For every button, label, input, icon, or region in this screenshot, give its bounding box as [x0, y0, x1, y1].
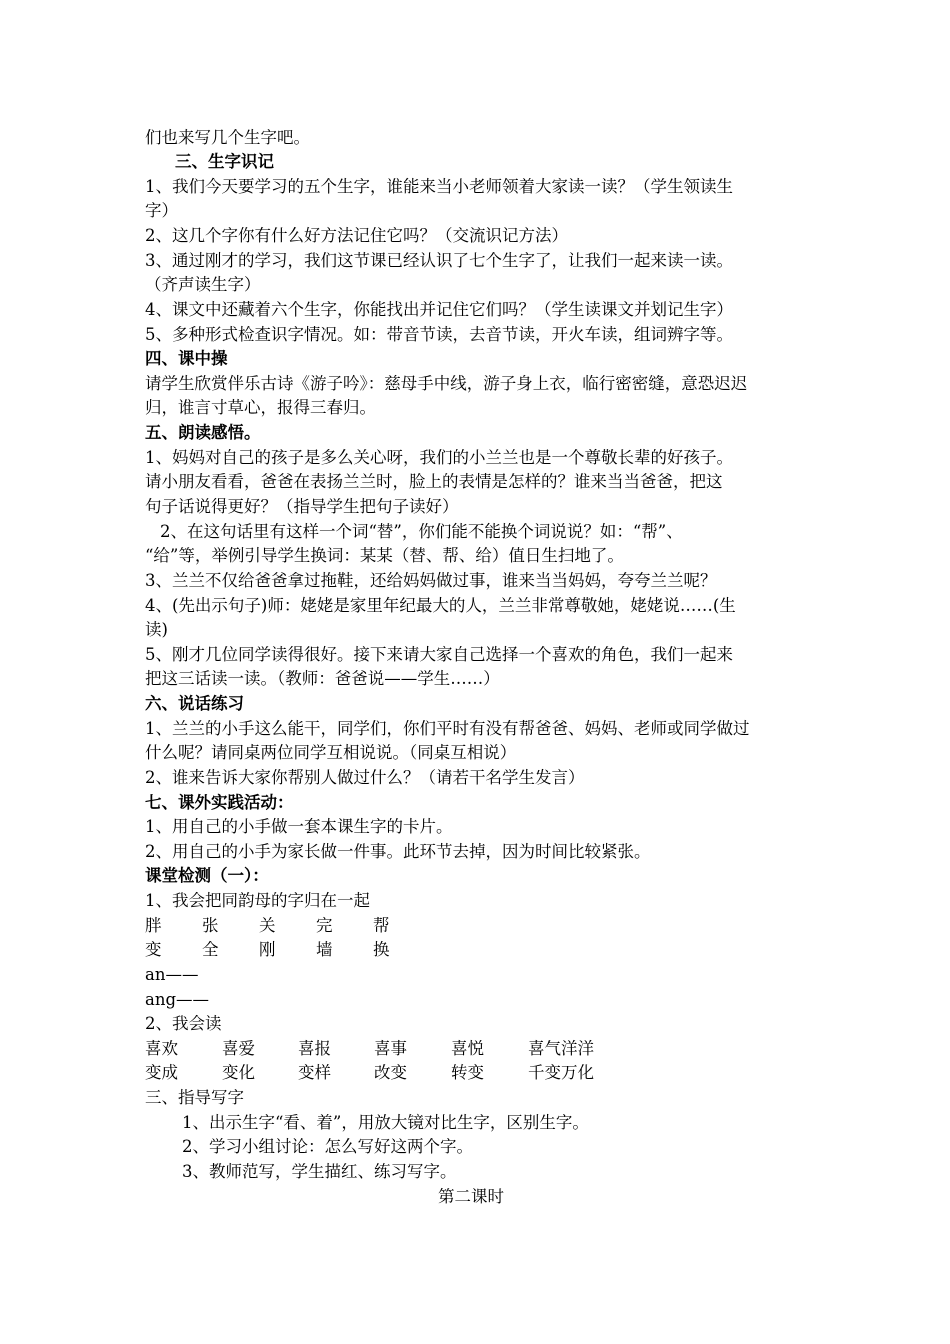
word-cell: 改变 [374, 1063, 407, 1082]
paragraph-line: 2、这几个字你有什么好方法记住它吗？（交流识记方法） [145, 226, 568, 245]
paragraph-line: 4、课文中还藏着六个生字，你能找出并记住它们吗？（学生读课文并划记生字） [145, 300, 733, 319]
word-cell: 喜气洋洋 [528, 1039, 594, 1058]
word-cell: 喜欢 [145, 1039, 178, 1058]
paragraph-line: 3、通过刚才的学习，我们这节课已经认识了七个生字了，让我们一起来读一读。 [145, 251, 733, 270]
paragraph-line: 2、学习小组讨论：怎么写好这两个字。 [182, 1137, 473, 1156]
paragraph-line: 3、教师范写，学生描红、练习写字。 [182, 1162, 457, 1181]
paragraph-line: “给”等，举例引导学生换词：某某（替、帮、给）值日生扫地了。 [145, 546, 624, 565]
paragraph-line: 1、出示生字“看、着”，用放大镜对比生字，区别生字。 [182, 1113, 589, 1132]
word-cell: 喜事 [374, 1039, 407, 1058]
paragraph-line: 1、兰兰的小手这么能干，同学们，你们平时有没有帮爸爸、妈妈、老师或同学做过 [145, 719, 750, 738]
paragraph-line: 归，谁言寸草心，报得三春归。 [145, 398, 376, 417]
paragraph-line: 3、兰兰不仅给爸爸拿过拖鞋，还给妈妈做过事，谁来当当妈妈，夸夸兰兰呢？ [145, 571, 717, 590]
character-cell: 刚 [259, 940, 276, 959]
paragraph-line: 三、指导写字 [145, 1088, 244, 1107]
paragraph-line: 2、用自己的小手为家长做一件事。此环节去掉，因为时间比较紧张。 [145, 842, 651, 861]
section-heading: 课堂检测（一）： [145, 866, 269, 885]
character-cell: 全 [202, 940, 219, 959]
paragraph-line: 请小朋友看看，爸爸在表扬兰兰时，脸上的表情是怎样的？谁来当当爸爸，把这 [145, 472, 723, 491]
character-cell: 张 [202, 916, 219, 935]
paragraph-line: 字） [145, 201, 178, 220]
character-cell: 墙 [316, 940, 333, 959]
paragraph-line: 把这三话读一读。（教师：爸爸说——学生……） [145, 669, 500, 688]
paragraph-line: 4、(先出示句子)师：姥姥是家里年纪最大的人，兰兰非常尊敬她，姥姥说……(生 [145, 596, 736, 615]
word-cell: 转变 [451, 1063, 484, 1082]
word-cell: 喜爱 [222, 1039, 255, 1058]
paragraph-line: 1、我会把同韵母的字归在一起 [145, 891, 370, 910]
paragraph-line: 读) [145, 620, 168, 639]
word-cell: 喜报 [298, 1039, 331, 1058]
word-cell: 变成 [145, 1063, 178, 1082]
paragraph-line: an—— [145, 965, 199, 984]
word-cell: 千变万化 [528, 1063, 594, 1082]
character-cell: 换 [373, 940, 390, 959]
page-footer-title: 第二课时 [438, 1187, 504, 1206]
word-cell: 喜悦 [451, 1039, 484, 1058]
paragraph-line: 1、用自己的小手做一套本课生字的卡片。 [145, 817, 453, 836]
paragraph-line: 请学生欣赏伴乐古诗《游子吟》：慈母手中线，游子身上衣，临行密密缝，意恐迟迟 [145, 374, 748, 393]
section-heading: 六、说话练习 [145, 694, 244, 713]
paragraph-line: 2、在这句话里有这样一个词“替”，你们能不能换个词说说？如：“帮”、 [160, 522, 683, 541]
section-heading: 七、课外实践活动： [145, 793, 294, 812]
paragraph-line: （齐声读生字） [145, 275, 261, 294]
paragraph-line: 们也来写几个生字吧。 [145, 128, 310, 147]
paragraph-line: 什么呢？请同桌两位同学互相说说。（同桌互相说） [145, 743, 517, 762]
paragraph-line: 1、妈妈对自己的孩子是多么关心呀，我们的小兰兰也是一个尊敬长辈的好孩子。 [145, 448, 733, 467]
character-cell: 胖 [145, 916, 162, 935]
word-cell: 变化 [222, 1063, 255, 1082]
paragraph-line: 句子话说得更好？（指导学生把句子读好） [145, 497, 459, 516]
paragraph-line: 5、多种形式检查识字情况。如：带音节读，去音节读，开火车读，组词辨字等。 [145, 325, 733, 344]
character-cell: 变 [145, 940, 162, 959]
character-cell: 帮 [373, 916, 390, 935]
paragraph-line: 2、我会读 [145, 1014, 222, 1033]
paragraph-line: 5、刚才几位同学读得很好。接下来请大家自己选择一个喜欢的角色，我们一起来 [145, 645, 733, 664]
word-cell: 变样 [298, 1063, 331, 1082]
paragraph-line: ang—— [145, 990, 210, 1009]
section-heading: 四、课中操 [145, 349, 228, 368]
paragraph-line: 2、谁来告诉大家你帮别人做过什么？（请若干名学生发言） [145, 768, 585, 787]
section-heading: 五、朗读感悟。 [145, 423, 261, 442]
character-cell: 关 [259, 916, 276, 935]
character-cell: 完 [316, 916, 333, 935]
section-heading: 三、生字识记 [175, 152, 274, 171]
paragraph-line: 1、我们今天要学习的五个生字，谁能来当小老师领着大家读一读？（学生领读生 [145, 177, 733, 196]
